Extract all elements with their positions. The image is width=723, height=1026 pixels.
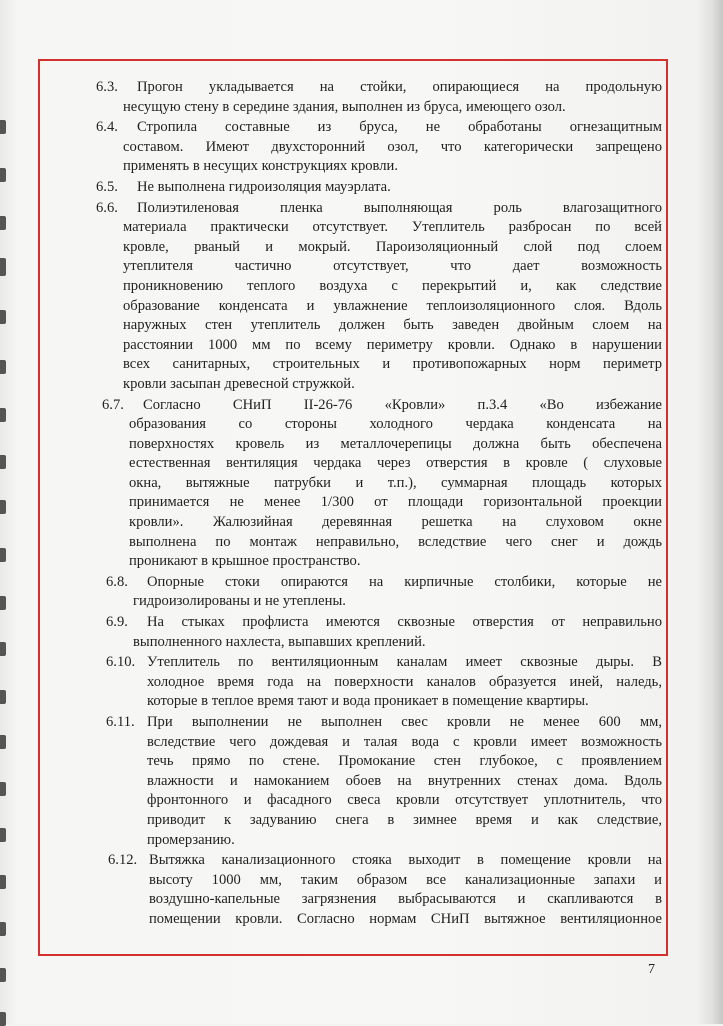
item-line: поверхностях кровель из металлочерепицы должна быть обеспечена	[129, 435, 662, 452]
item-line: воздушно-капельные загрязнения выбрасываются и скапливаются в	[149, 891, 662, 908]
document-body	[96, 78, 662, 931]
item-line: Прогон укладывается на стойки, опирающиеся на продольную	[137, 79, 662, 95]
item-line: естественная вентиляция чердака через отверстия в кровле ( слуховые	[129, 455, 662, 472]
page-right-shadow	[697, 0, 723, 1024]
item-line: выполнена по монтаж неправильно, вследствие чего снег и дождь	[129, 533, 662, 550]
item-line: гидроизолированы и не утеплены.	[133, 593, 346, 610]
item-line: материала практически отсутствует. Утеплитель разбросан по всей	[123, 219, 662, 236]
item-line: составом. Имеют двухсторонний озол, что категорически запрещено	[123, 138, 662, 155]
item-line: влажности и намоканием обоев на внутренних стенах дома. Вдоль	[147, 772, 662, 789]
list-item	[96, 199, 662, 395]
item-line: вследствие чего дождевая и талая вода с кровли имеет возможность	[147, 733, 662, 750]
item-number: 6.6.	[96, 199, 118, 216]
item-line: проникновению теплого воздуха с перекрытий и, как следствие	[123, 277, 662, 294]
list-item	[106, 573, 662, 612]
item-line: образование конденсата и увлажнение теплоизоляционного слоя. Вдоль	[123, 297, 662, 314]
list-item	[96, 78, 662, 117]
item-line: несущую стену в середине здания, выполнен из бруса, имеющего озол.	[123, 98, 566, 115]
item-number: 6.10.	[106, 654, 136, 671]
item-number: 6.12.	[108, 852, 138, 869]
item-line: образования со стороны холодного чердака конденсата на	[129, 416, 662, 433]
item-line: которые в теплое время тают и вода проникает в помещение квартиры.	[147, 693, 589, 710]
item-line: При выполнении не выполнен свес кровли не менее 600 мм,	[147, 714, 662, 730]
item-line: приводит к задуванию снега в зимнее время и как следствие,	[147, 811, 662, 828]
item-number: 6.7.	[102, 396, 124, 413]
item-line: На стыках профлиста имеются сквозные отверстия от неправильно	[147, 614, 662, 631]
item-line: Опорные стоки опираются на кирпичные столбики, которые не	[147, 573, 662, 590]
item-line: Полиэтиленовая пленка выполняющая роль влагозащитного	[137, 199, 662, 216]
item-number: 6.9.	[106, 614, 128, 631]
item-line: промерзанию.	[147, 831, 235, 848]
item-number: 6.8.	[106, 573, 128, 590]
item-line: проникают в крышное пространство.	[129, 553, 361, 570]
item-line: применять в несущих конструкциях кровли.	[123, 158, 398, 175]
list-item	[106, 653, 662, 712]
binding-edge	[0, 0, 8, 1024]
item-number: 6.5.	[96, 178, 118, 195]
item-line: кровли засыпан древесной стружкой.	[123, 375, 355, 392]
item-line: наружных стен утеплитель должен быть заведен двойным слоем на	[123, 317, 662, 334]
item-number: 6.11.	[106, 714, 135, 730]
list-item	[96, 118, 662, 177]
item-line: кровле, рваный и мокрый. Пароизоляционный слой под слоем	[123, 238, 662, 255]
item-line: кровли». Жалюзийная деревянная решетка на слуховом окне	[129, 514, 662, 531]
item-line: течь прямо по стене. Промокание стен глубокое, с проявлением	[147, 753, 662, 770]
item-line: Согласно СНиП II-26-76 «Кровли» п.3.4 «Во избежание	[143, 396, 662, 413]
item-line: высоту 1000 мм, таким образом все канализационные запахи и	[149, 871, 662, 888]
item-line: принимается не менее 1/300 от площади горизонтальной проекции	[129, 494, 662, 511]
item-line: фронтонного и фасадного свеса кровли отсутствует уплотнитель, что	[147, 792, 662, 809]
list-item	[108, 851, 662, 929]
list-item	[102, 396, 662, 572]
item-line: помещении кровли. Согласно нормам СНиП вытяжное вентиляционное	[149, 910, 662, 927]
item-line: Не выполнена гидроизоляция мауэрлата.	[137, 178, 391, 195]
item-line: Вытяжка канализационного стояка выходит в помещение кровли на	[149, 852, 662, 869]
item-line: Стропила составные из бруса, не обработаны огнезащитным	[137, 119, 662, 136]
item-line: выполненного нахлеста, выпавших креплений.	[133, 633, 426, 650]
list-item	[106, 613, 662, 652]
list-item	[106, 713, 662, 850]
list-item	[96, 178, 662, 198]
item-line: утеплителя частично отсутствует, что дает возможность	[123, 258, 662, 275]
item-line: расстоянии 1000 мм по всему периметру кровли. Однако в нарушении	[123, 336, 662, 353]
item-number: 6.3.	[96, 79, 118, 95]
page-number: 7	[648, 962, 655, 977]
item-line: всех санитарных, строительных и противопожарных норм периметр	[123, 356, 662, 373]
item-line: окна, вытяжные патрубки и т.п.), суммарная площадь которых	[129, 474, 662, 491]
item-number: 6.4.	[96, 119, 118, 136]
item-line: Утеплитель по вентиляционным каналам имеет сквозные дыры. В	[147, 654, 662, 671]
item-line: холодное время года на поверхности каналов образуется иней, наледь,	[147, 673, 662, 690]
